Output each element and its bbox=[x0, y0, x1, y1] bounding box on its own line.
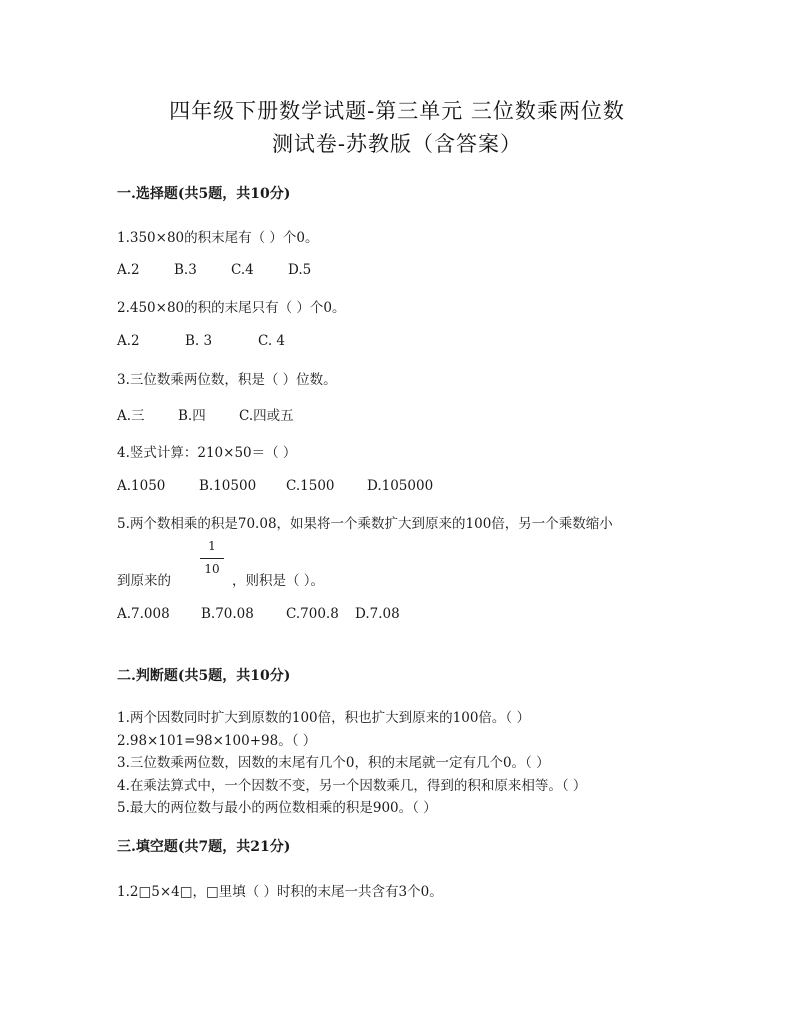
option-b: B. 3 bbox=[185, 333, 213, 349]
option-a: A.2 bbox=[117, 262, 140, 278]
fraction-one-tenth bbox=[200, 540, 224, 579]
option-b: B.10500 bbox=[199, 478, 257, 494]
page-title-line1: 四年级下册数学试题-第三单元 三位数乘两位数 bbox=[169, 99, 625, 123]
option-a: A.三 bbox=[117, 408, 145, 424]
option-b: B.四 bbox=[178, 408, 206, 424]
question-1: 1.350×80的积末尾有（ ）个0。 bbox=[117, 230, 319, 246]
question-5-line1: 5.两个数相乘的积是70.08，如果将一个乘数扩大到原来的100倍，另一个乘数缩小 bbox=[117, 516, 613, 532]
section-judge-heading: 二.判断题(共5题，共10分) bbox=[117, 668, 291, 684]
fraction-bar bbox=[200, 558, 224, 559]
question-2: 2.450×80的积的末尾只有（ ）个0。 bbox=[117, 300, 346, 316]
judge-item-1: 1.两个因数同时扩大到原数的100倍，积也扩大到原来的100倍。（ ） bbox=[117, 710, 530, 726]
judge-item-2: 2.98×101=98×100+98。（ ） bbox=[117, 733, 317, 749]
option-b: B.3 bbox=[174, 262, 197, 278]
fraction-denominator: 10 bbox=[204, 562, 220, 576]
question-4: 4.竖式计算：210×50＝（ ） bbox=[117, 445, 297, 461]
fill-question-1: 1.2□5×4□，□里填（ ）时积的末尾一共含有3个0。 bbox=[117, 884, 443, 900]
option-a: A.2 bbox=[117, 333, 140, 349]
option-d: D.7.08 bbox=[355, 606, 400, 622]
option-c: C.700.8 bbox=[286, 606, 339, 622]
judge-item-3: 3.三位数乘两位数，因数的末尾有几个0，积的末尾就一定有几个0。（ ） bbox=[117, 755, 550, 771]
question-5-line2-start: 到原来的 bbox=[117, 573, 171, 589]
question-5-line2-end: ，则积是（ ）。 bbox=[232, 573, 325, 589]
option-c: C.1500 bbox=[286, 478, 335, 494]
page-title-line2: 测试卷-苏教版（含答案） bbox=[271, 132, 523, 156]
option-d: D.105000 bbox=[367, 478, 434, 494]
section-choice-heading: 一.选择题(共5题，共10分) bbox=[117, 186, 291, 202]
option-c: C. 4 bbox=[258, 333, 286, 349]
question-3: 3.三位数乘两位数，积是（ ）位数。 bbox=[117, 372, 337, 388]
judge-item-4: 4.在乘法算式中，一个因数不变，另一个因数乘几，得到的积和原来相等。（ ） bbox=[117, 778, 587, 794]
section-fill-heading: 三.填空题(共7题，共21分) bbox=[117, 839, 291, 855]
judge-item-5: 5.最大的两位数与最小的两位数相乘的积是900。（ ） bbox=[117, 800, 437, 816]
option-d: D.5 bbox=[288, 262, 312, 278]
option-a: A.1050 bbox=[117, 478, 166, 494]
option-a: A.7.008 bbox=[117, 606, 170, 622]
fraction-numerator: 1 bbox=[208, 539, 216, 553]
option-c: C.4 bbox=[231, 262, 254, 278]
option-b: B.70.08 bbox=[201, 606, 254, 622]
option-c: C.四或五 bbox=[239, 408, 294, 424]
